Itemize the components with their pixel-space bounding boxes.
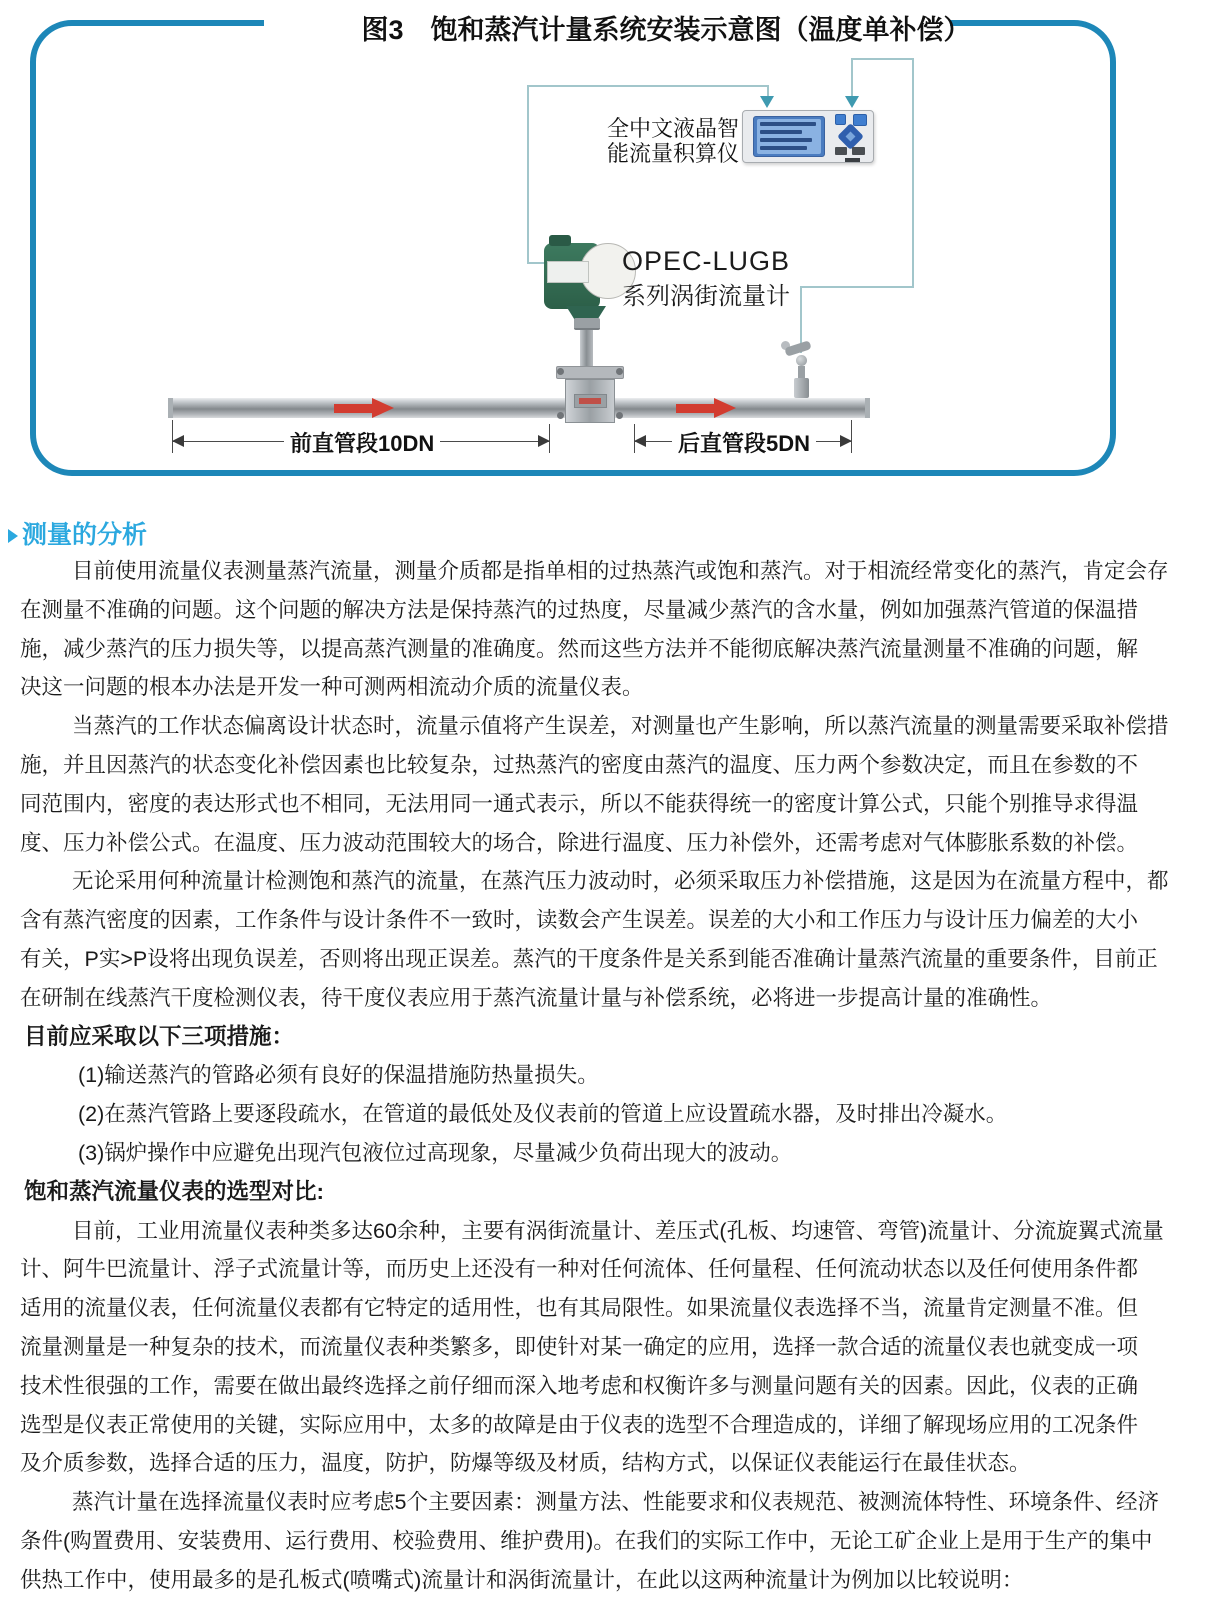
instrument-button (852, 147, 865, 155)
text-line: (3)锅炉操作中应避免出现汽包液位过高现象，尽量减少负荷出现大的波动。 (78, 1140, 793, 1165)
signal-wire-flowmeter-stub (527, 262, 545, 264)
flowmeter-label-line2: 系列涡街流量计 (622, 283, 790, 310)
dimension-arrowhead (840, 435, 852, 447)
flange-bolt (616, 412, 623, 419)
flange-bolt (616, 368, 623, 375)
vortex-flowmeter-stem (580, 330, 593, 368)
text-line: 含有蒸汽密度的因素，工作条件与设计条件不一致时，读数会产生误差。误差的大小和工作压力与设计压力偏差的大小 (20, 908, 1139, 933)
lcd-text-row (760, 138, 812, 142)
dimension-arrowhead (634, 435, 646, 447)
lcd-text-row (760, 146, 807, 150)
text-line: 计、阿牛巴流量计、浮子式流量计等，而历史上还没有一种对任何流体、任何量程、任何流动状态以及任何使用条件都 (20, 1257, 1139, 1282)
steam-pipe (168, 398, 870, 418)
flow-direction-arrow-tip (714, 398, 736, 418)
text-line: 目前应采取以下三项措施： (24, 1023, 295, 1049)
text-line: 在研制在线蒸汽干度检测仪表，待干度仪表应用于蒸汽流量计量与补偿系统，必将进一步提高计量的准确性。 (20, 985, 1053, 1010)
vortex-flowmeter-cap (549, 235, 571, 246)
text-line: 适用的流量仪表，任何流量仪表都有它特定的适用性，也有其局限性。如果流量仪表选择不当，流量肯定测量不准。但 (20, 1296, 1139, 1321)
instrument-button (835, 114, 846, 125)
text-line: 有关，P实>P设将出现负误差，否则将出现正误差。蒸汽的干度条件是关系到能否准确计量蒸汽流量的重要条件，目前正 (20, 946, 1158, 971)
text-line: 饱和蒸汽流量仪表的选型对比: (24, 1178, 324, 1204)
installation-diagram (0, 0, 1205, 510)
flange-bolt (557, 368, 564, 375)
temp-sensor-ball (796, 355, 807, 366)
flow-direction-arrow-tip (372, 398, 394, 418)
text-line: 及介质参数，选择合适的压力，温度，防护，防爆等级及材质，结构方式，以保证仪表能运行在最佳状态。 (20, 1451, 1031, 1476)
pipe-end (168, 398, 173, 418)
section-heading-text: 测量的分析 (22, 521, 148, 549)
wire-arrow-icon (845, 96, 859, 108)
text-line: 施，并且因蒸汽的状态变化补偿因素也比较复杂，过热蒸汽的密度由蒸汽的温度、压力两个参数决定，而且在参数的不 (20, 752, 1139, 777)
dimension-arrowhead (172, 435, 184, 447)
text-line: 同范围内，密度的表达形式也不相同，无法用同一通式表示，所以不能获得统一的密度计算公式，只能个别推导求得温 (20, 791, 1139, 816)
pipe-end (865, 398, 870, 418)
text-line: (2)在蒸汽管路上要逐段疏水，在管道的最低处及仪表前的管道上应设置疏水器，及时排出冷凝水。 (78, 1102, 1008, 1127)
instrument-button (853, 114, 867, 126)
text-line: 条件(购置费用、安装费用、运行费用、校验费用、维护费用)。在我们的实际工作中，无论工矿企业上是用于生产的集中 (20, 1528, 1153, 1553)
lcd-text-row (760, 130, 802, 134)
vortex-flowmeter-nut (574, 318, 600, 330)
dimension-label-front: 前直管段10DN (284, 427, 440, 458)
signal-wire-sensor-h (800, 286, 914, 288)
flange-plate (556, 366, 624, 379)
text-line: 在测量不准确的问题。这个问题的解决方法是保持蒸汽的过热度，尽量减少蒸汽的含水量，例如加强蒸汽管道的保温措 (20, 597, 1139, 622)
instrument-port (845, 158, 860, 162)
text-line: 度、压力补偿公式。在温度、压力波动范围较大的场合，除进行温度、压力补偿外，还需考虑对气体膨胀系数的补偿。 (20, 830, 1139, 855)
text-line: 目前，工业用流量仪表种类多达60余种，主要有涡街流量计、差压式(孔板、均速管、弯管)流量计、分流旋翼式流量 (72, 1218, 1164, 1243)
text-line: 流量测量是一种复杂的技术，而流量仪表种类繁多，即使针对某一确定的应用，选择一款合适的流量仪表也就变成一项 (20, 1334, 1139, 1359)
signal-wire-sensor-riser (912, 59, 914, 288)
figure-title: 图3 饱和蒸汽计量系统安装示意图（温度单补偿） (361, 15, 971, 45)
section-heading (8, 515, 147, 551)
text-line: 蒸汽计量在选择流量仪表时应考虑5个主要因素：测量方法、性能要求和仪表规范、被测流体特性、环境条件、经济 (72, 1490, 1159, 1515)
signal-wire-sensor-drop (851, 58, 853, 96)
text-line: (1)输送蒸汽的管路必须有良好的保温措施防热量损失。 (78, 1063, 599, 1088)
signal-wire-sensor-top (853, 58, 914, 60)
flow-direction-arrow (334, 404, 372, 413)
signal-wire-flowmeter (527, 86, 529, 264)
dimension-label-rear: 后直管段5DN (672, 427, 816, 458)
signal-wire-flowmeter-top (527, 85, 769, 87)
vortex-flowmeter-plate (547, 261, 589, 283)
instrument-button (835, 147, 847, 155)
bullet-triangle-icon (8, 529, 18, 543)
text-line: 目前使用流量仪表测量蒸汽流量，测量介质都是指单相的过热蒸汽或饱和蒸汽。对于相流经常变化的蒸汽，肯定会存 (72, 559, 1169, 583)
lcd-text-row (760, 122, 816, 126)
flowmeter-label-line1: OPEC-LUGB (622, 246, 791, 276)
text-line: 无论采用何种流量计检测饱和蒸汽的流量，在蒸汽压力波动时，必须采取压力补偿措施，这是因为在流量方程中，都 (72, 869, 1169, 894)
text-line: 决这一问题的根本办法是开发一种可测两相流动介质的流量仪表。 (20, 675, 644, 700)
text-line: 供热工作中，使用最多的是孔板式(喷嘴式)流量计和涡街流量计，在此以这两种流量计为例加以比较说明： (20, 1567, 1024, 1592)
temp-sensor-collar (794, 378, 809, 398)
totalizer-label-line2: 能流量积算仪 (607, 141, 740, 166)
article-lines (0, 552, 1205, 1600)
flange-window-arrow (579, 398, 601, 404)
temp-sensor-neck (798, 366, 805, 378)
flange-bolt (557, 412, 564, 419)
wire-arrow-icon (760, 96, 774, 108)
flow-direction-arrow (676, 404, 714, 413)
dimension-arrowhead (538, 435, 550, 447)
totalizer-label-line1: 全中文液晶智 (607, 116, 740, 141)
text-line: 当蒸汽的工作状态偏离设计状态时，流量示值将产生误差，对测量也产生影响，所以蒸汽流量的测量需要采取补偿措 (72, 714, 1169, 739)
text-line: 选型是仪表正常使用的关键，实际应用中，太多的故障是由于仪表的选型不合理造成的，详细了解现场应用的工况条件 (20, 1412, 1139, 1437)
text-line: 技术性很强的工作，需要在做出最终选择之前仔细而深入地考虑和权衡许多与测量问题有关的因素。因此，仪表的正确 (20, 1373, 1139, 1398)
text-line: 施，减少蒸汽的压力损失等，以提高蒸汽测量的准确度。然而这些方法并不能彻底解决蒸汽流量测量不准确的问题，解 (20, 636, 1139, 661)
